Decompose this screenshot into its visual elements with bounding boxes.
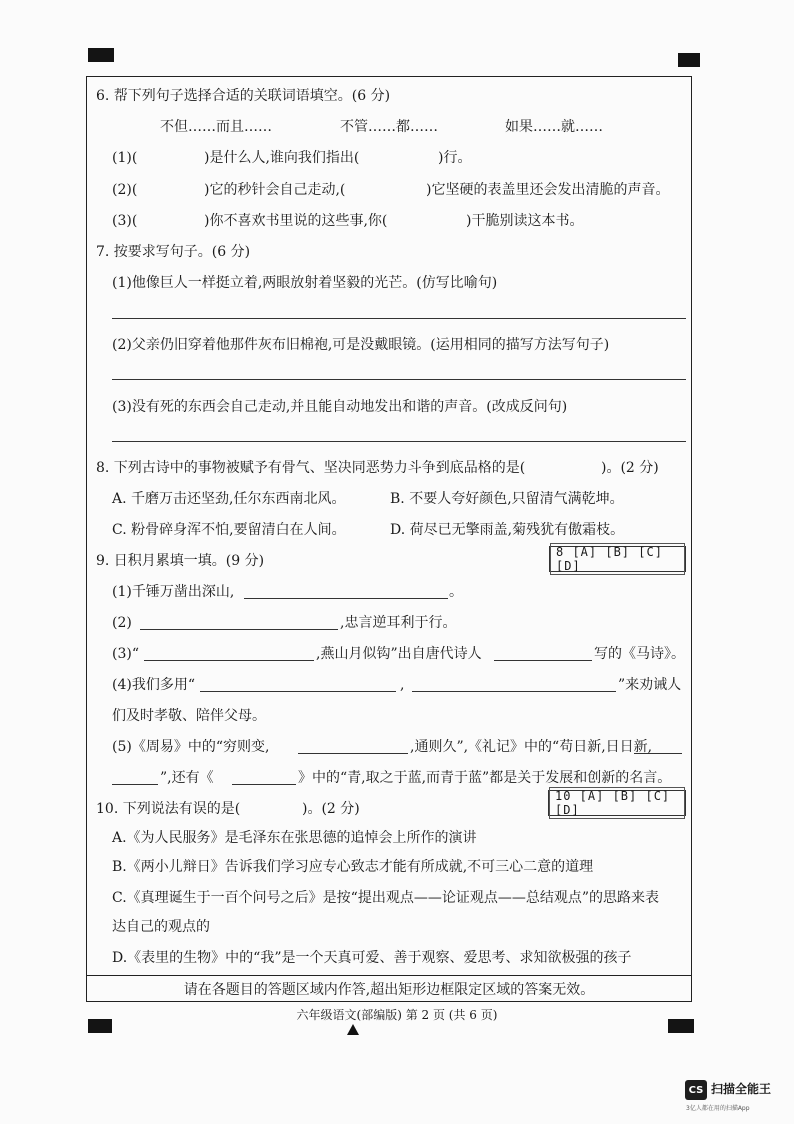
answer-notice [86, 976, 692, 1002]
q10-option-b: B.《两小儿辩日》告诉我们学习应专心致志才能有所成就,不可三心二意的道理 [112, 859, 594, 875]
q9-s5-part2: ,通则久”,《礼记》中的“苟日新,日日新, [410, 739, 653, 755]
q9-s5-part4: 》中的“青,取之于蓝,而青于蓝”都是关于发展和创新的名言。 [298, 770, 672, 786]
q9-s3-part1: (3)“ [112, 646, 139, 662]
q9-s2-part2: ,忠言逆耳利于行。 [340, 615, 457, 631]
camscanner-tagline: 3亿人都在用的扫描App [686, 1105, 750, 1112]
q7-title: 7. 按要求写句子。(6 分) [96, 244, 251, 260]
blank-line [144, 660, 314, 661]
q10-option-a: A.《为人民服务》是毛泽东在张思德的追悼会上所作的演讲 [112, 830, 477, 846]
q8-option-a: A. 千磨万击还坚劲,任尔东西南北风。 [112, 491, 346, 507]
q7-s3: (3)没有死的东西会自己走动,并且能自动地发出和谐的声音。(改成反问句) [112, 399, 568, 415]
q8-answer-options: 8 [A] [B] [C] [D] [550, 543, 685, 575]
blank-line [244, 598, 448, 599]
q6-s1-part1: (1)( [112, 150, 138, 166]
camscanner-logo-text: CS [688, 1084, 704, 1096]
answer-line [112, 441, 686, 442]
q6-s3-part3: )干脆别读这本书。 [466, 213, 584, 229]
camscanner-name: 扫描全能王 [711, 1082, 772, 1096]
triangle-marker-icon [347, 1024, 359, 1035]
q6-s1-part3: )行。 [438, 150, 472, 166]
q9-s2-part1: (2) [112, 615, 132, 631]
q9-s4-part2: , [400, 677, 405, 693]
corner-marker [678, 53, 700, 67]
q10-option-d: D.《表里的生物》中的“我”是一个天真可爱、善于观察、爱思考、求知欲极强的孩子 [112, 950, 632, 966]
q8-option-d: D. 荷尽已无擎雨盖,菊残犹有傲霜枝。 [390, 522, 625, 538]
q10-title-part1: 10. 下列说法有误的是( [96, 801, 241, 817]
answer-line [112, 318, 686, 319]
blank-line [412, 691, 616, 692]
q6-option-3: 如果……就…… [505, 119, 603, 135]
q7-s2: (2)父亲仍旧穿着他那件灰布旧棉袍,可是没戴眼镜。(运用相同的描写方法写句子) [112, 337, 610, 353]
answer-notice-text: 请在各题目的答题区域内作答,超出矩形边框限定区域的答案无效。 [183, 981, 595, 998]
q7-s1: (1)他像巨人一样挺立着,两眼放射着坚毅的光芒。(仿写比喻句) [112, 275, 498, 291]
blank-line [232, 784, 296, 785]
q6-title: 6. 帮下列句子选择合适的关联词语填空。(6 分) [96, 88, 391, 104]
q8-answer-box[interactable] [549, 546, 686, 572]
q9-s1-part2: 。 [449, 584, 463, 600]
q10-answer-box[interactable] [548, 790, 686, 816]
blank-line [112, 784, 158, 785]
q6-s2-part2: )它的秒针会自己走动,( [204, 182, 346, 198]
q6-option-1: 不但……而且…… [160, 119, 272, 135]
q6-s2-part3: )它坚硬的表盖里还会发出清脆的声音。 [426, 182, 670, 198]
q9-title: 9. 日积月累填一填。(9 分) [96, 553, 265, 569]
blank-line [140, 629, 338, 630]
q6-option-2: 不管……都…… [340, 119, 438, 135]
q9-s1-part1: (1)千锤万凿出深山, [112, 584, 235, 600]
q6-s3-part2: )你不喜欢书里说的这些事,你( [204, 213, 388, 229]
q9-s4-part1: (4)我们多用“ [112, 677, 195, 693]
page-footer: 六年级语文(部编版) 第 2 页 (共 6 页) [296, 1008, 498, 1022]
q9-s5-part1: (5)《周易》中的“穷则变, [112, 739, 270, 755]
blank-line [298, 753, 408, 754]
q9-s4-part3: ”来劝诫人 [618, 677, 682, 693]
q8-title-part1: 8. 下列古诗中的事物被赋予有骨气、坚决同恶势力斗争到底品格的是( [96, 460, 526, 476]
q9-s3-part2: ,燕山月似钩”出自唐代诗人 [316, 646, 482, 662]
q8-option-b: B. 不要人夸好颜色,只留清气满乾坤。 [390, 491, 624, 507]
q8-title-part2: )。(2 分) [601, 460, 659, 476]
q10-option-c: C.《真理诞生于一百个问号之后》是按“提出观点——论证观点——总结观点”的思路来表 [112, 890, 659, 906]
camscanner-logo-icon [685, 1080, 707, 1100]
blank-line [200, 691, 396, 692]
q10-answer-options: 10 [A] [B] [C] [D] [549, 787, 685, 819]
q9-s4-continued: 们及时孝敬、陪伴父母。 [112, 708, 266, 724]
corner-marker [88, 48, 114, 62]
q8-option-c: C. 粉骨碎身浑不怕,要留清白在人间。 [112, 522, 346, 538]
q6-s2-part1: (2)( [112, 182, 138, 198]
blank-line [634, 753, 682, 754]
q10-option-c-continued: 达自己的观点的 [112, 919, 210, 935]
q10-title-part2: )。(2 分) [302, 801, 360, 817]
q9-s3-part3: 写的《马诗》。 [594, 646, 685, 662]
q6-s3-part1: (3)( [112, 213, 138, 229]
answer-line [112, 379, 686, 380]
blank-line [494, 660, 592, 661]
q6-s1-part2: )是什么人,谁向我们指出( [204, 150, 360, 166]
q9-s5-part3: ”,还有《 [160, 770, 214, 786]
